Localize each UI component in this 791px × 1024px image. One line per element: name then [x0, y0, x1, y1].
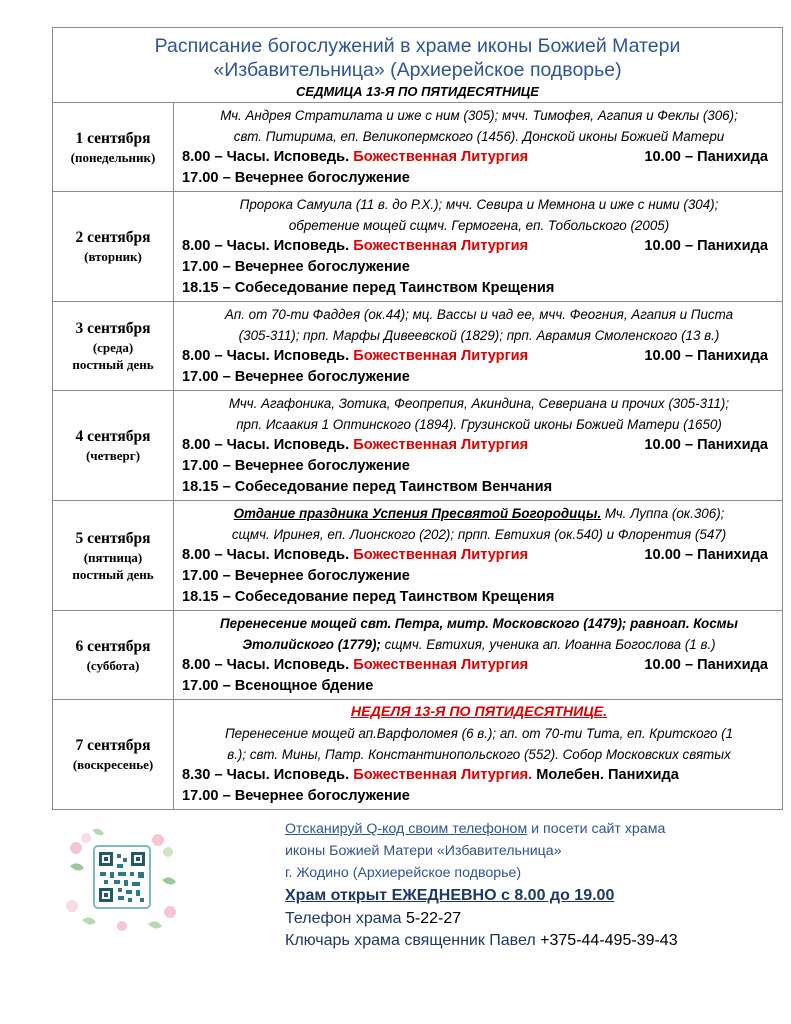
day-row: [53, 611, 783, 700]
day-row: [53, 103, 783, 192]
day-weekday: (четверг): [85, 448, 141, 463]
page-title-line1: Расписание богослужений в храме иконы Божией Матери: [154, 35, 681, 57]
scan-rest: и посети сайт храма: [527, 821, 666, 837]
day-row: [53, 391, 783, 501]
date-cell: [53, 501, 174, 611]
service-time: 8.00 – Часы. Исповедь.: [182, 437, 354, 453]
opening-hours: Храм открыт ЕЖЕДНЕВНО с 8.00 до 19.00: [285, 887, 615, 904]
day-row: [53, 700, 783, 810]
service-line: [182, 367, 776, 388]
day-date: 1 сентября: [75, 129, 151, 147]
liturgy-label: Божественная Литургия: [353, 149, 529, 165]
footer: [0, 818, 791, 958]
service-time: 8.00 – Часы. Исповедь.: [182, 348, 354, 364]
service-line: [182, 236, 776, 257]
service-line: [182, 655, 776, 676]
service-line: [182, 765, 776, 786]
saints-text: сщмч. Иринея, еп. Лионского (202); прпп. Евтихия (ок.540) и Флорентия (547): [231, 527, 727, 542]
saints-commemoration: [182, 304, 776, 346]
day-weekday: (суббота): [86, 657, 140, 673]
qr-code-icon[interactable]: [62, 826, 182, 934]
feast-leavetaking: Отдание праздника Успения Пресвятой Богородицы.: [233, 506, 602, 521]
schedule-sheet: [52, 27, 782, 810]
saints-text: (305-311); прп. Марфы Дивеевской (1829); прп. Аврамия Смоленского (13 в.): [238, 328, 720, 343]
keeper-label: Ключарь храма священник Павел: [285, 932, 541, 949]
feast-title: НЕДЕЛЯ 13-Я ПО ПЯТИДЕСЯТНИЦЕ.: [350, 704, 608, 720]
service-time: 8.00 – Часы. Исповедь.: [182, 657, 354, 673]
saints-commemoration: [182, 105, 776, 147]
liturgy-label: Божественная Литургия: [353, 547, 529, 563]
keeper-line: [285, 930, 785, 952]
service-time: 17.00 – Вечернее богослужение: [182, 369, 410, 385]
day-date: 4 сентября: [75, 428, 151, 445]
church-location-line: г. Жодино (Архиерейское подворье): [285, 865, 522, 881]
day-weekday: (вторник): [84, 249, 142, 264]
saints-text: свт. Питирима, еп. Великопермского (1456). Донской иконы Божией Матери: [233, 129, 725, 144]
panikhida-time: 10.00 – Панихида: [644, 238, 769, 254]
day-date: 6 сентября: [75, 637, 151, 655]
fast-day-note: постный день: [72, 357, 154, 372]
schedule-table: [52, 27, 783, 810]
service-line: [182, 147, 776, 168]
service-line: [182, 168, 776, 189]
title-row: [53, 28, 783, 103]
service-time: 18.15 – Собеседование перед Таинством Венчания: [182, 479, 553, 495]
saints-commemoration: [182, 503, 776, 545]
services-cell: [174, 391, 783, 501]
saints-text: обретение мощей сщмч. Гермогена, еп. Тобольского (2005): [288, 218, 670, 233]
service-line: [182, 435, 776, 456]
date-cell: [53, 700, 174, 810]
saints-text: Пророка Самуила (11 в. до Р.Х.); мчч. Севира и Мемнона и иже с ними (304);: [239, 197, 719, 212]
services-cell: [174, 302, 783, 391]
panikhida-time: 10.00 – Панихида: [644, 437, 769, 453]
saints-text: Мчч. Агафоника, Зотика, Феопрепия, Акиндина, Севериана и прочих (305-311);: [228, 396, 730, 411]
services-cell: [174, 192, 783, 302]
service-line: [182, 257, 776, 278]
panikhida-time: 10.00 – Панихида: [644, 149, 769, 165]
day-date: 3 сентября: [75, 320, 151, 337]
service-time: 17.00 – Вечернее богослужение: [182, 259, 410, 275]
church-name-line: иконы Божией Матери «Избавительница»: [285, 843, 562, 859]
week-heading: СЕДМИЦА 13-Я ПО ПЯТИДЕСЯТНИЦЕ: [296, 84, 539, 99]
day-date: 2 сентября: [75, 229, 151, 246]
scan-line: [285, 818, 785, 840]
panikhida-time: 10.00 – Панихида: [644, 348, 769, 364]
saints-text: Мч. Андрея Стратилата и иже с ним (305); мчч. Тимофея, Агапия и Феклы (306);: [220, 108, 738, 123]
services-cell: [174, 501, 783, 611]
services-cell: [174, 103, 783, 192]
saints-text: Ап. от 70-ти Фаддея (ок.44); мц. Вассы и чад ее, мчч. Феогния, Агапия и Писта: [224, 307, 734, 322]
saints-text: сщмч. Евтихия, ученика ап. Иоанна Богослова (1 в.): [380, 637, 716, 652]
title-cell: [53, 28, 783, 103]
service-line: [182, 587, 776, 608]
phone-label: Телефон храма: [285, 910, 406, 927]
liturgy-label: Божественная Литургия.: [353, 767, 533, 783]
day-date: 5 сентября: [75, 529, 151, 547]
date-cell: [53, 391, 174, 501]
service-time: 8.00 – Часы. Исповедь.: [182, 238, 354, 254]
day-weekday: (пятница): [83, 549, 143, 565]
saints-bold-text: Перенесение мощей свт. Петра, митр. Московского (1479); равноап. Космы: [220, 616, 738, 631]
liturgy-label: Божественная Литургия: [353, 437, 529, 453]
service-time: 18.15 – Собеседование перед Таинством Крещения: [182, 280, 555, 296]
service-extra: Молебен. Панихида: [532, 767, 679, 783]
panikhida-time: 10.00 – Панихида: [644, 547, 769, 563]
phone-line: [285, 908, 785, 930]
day-date: 7 сентября: [75, 737, 151, 754]
day-row: [53, 192, 783, 302]
day-weekday: (среда): [92, 340, 134, 355]
date-cell: [53, 611, 174, 700]
service-time: 17.00 – Вечернее богослужение: [182, 568, 410, 584]
saints-text: в.); свт. Мины, Патр. Константинопольского (552). Собор Московских святых: [227, 747, 731, 762]
day-weekday: (воскресенье): [72, 757, 154, 772]
service-line: [182, 566, 776, 587]
saints-commemoration: [182, 613, 776, 655]
service-line: [182, 346, 776, 367]
liturgy-label: Божественная Литургия: [353, 348, 529, 364]
saints-commemoration: [182, 723, 776, 765]
service-time: 17.00 – Вечернее богослужение: [182, 170, 410, 186]
saints-text: Мч. Луппа (ок.306);: [601, 506, 725, 521]
saints-text: прп. Исаакия 1 Оптинского (1894). Грузинской иконы Божией Матери (1650): [236, 417, 722, 432]
date-cell: [53, 302, 174, 391]
service-time: 17.00 – Вечернее богослужение: [182, 458, 410, 474]
service-line: [182, 786, 776, 807]
service-time: 8.00 – Часы. Исповедь.: [182, 149, 354, 165]
footer-info: [285, 818, 785, 952]
saints-bold-text: Этолийского (1779);: [242, 637, 381, 652]
saints-text: Перенесение мощей ап.Варфоломея (6 в.); ап. от 70-ти Тита, еп. Критского (1: [224, 726, 734, 741]
services-cell: [174, 611, 783, 700]
saints-commemoration: [182, 393, 776, 435]
service-line: [182, 477, 776, 498]
scan-link[interactable]: Отсканируй Q-код своим телефоном: [285, 821, 528, 837]
service-time: 8.30 – Часы. Исповедь.: [182, 767, 354, 783]
page-title-line2: «Избавительница» (Архиерейское подворье): [213, 59, 622, 81]
service-time: 17.00 – Вечернее богослужение: [182, 788, 410, 804]
service-time: 18.15 – Собеседование перед Таинством Крещения: [182, 589, 555, 605]
service-line: [182, 456, 776, 477]
services-cell: [174, 700, 783, 810]
service-line: [182, 545, 776, 566]
phone-number[interactable]: 5-22-27: [405, 910, 462, 927]
day-weekday: (понедельник): [70, 149, 156, 165]
date-cell: [53, 192, 174, 302]
liturgy-label: Божественная Литургия: [353, 657, 529, 673]
service-time: 8.00 – Часы. Исповедь.: [182, 547, 354, 563]
saints-commemoration: [182, 194, 776, 236]
day-row: [53, 501, 783, 611]
fast-day-note: постный день: [72, 566, 154, 582]
keeper-phone[interactable]: +375-44-495-39-43: [540, 932, 678, 949]
liturgy-label: Божественная Литургия: [353, 238, 529, 254]
day-row: [53, 302, 783, 391]
service-line: [182, 278, 776, 299]
panikhida-time: 10.00 – Панихида: [644, 657, 769, 673]
service-line: [182, 676, 776, 697]
service-time: 17.00 – Всенощное бдение: [182, 678, 374, 694]
date-cell: [53, 103, 174, 192]
